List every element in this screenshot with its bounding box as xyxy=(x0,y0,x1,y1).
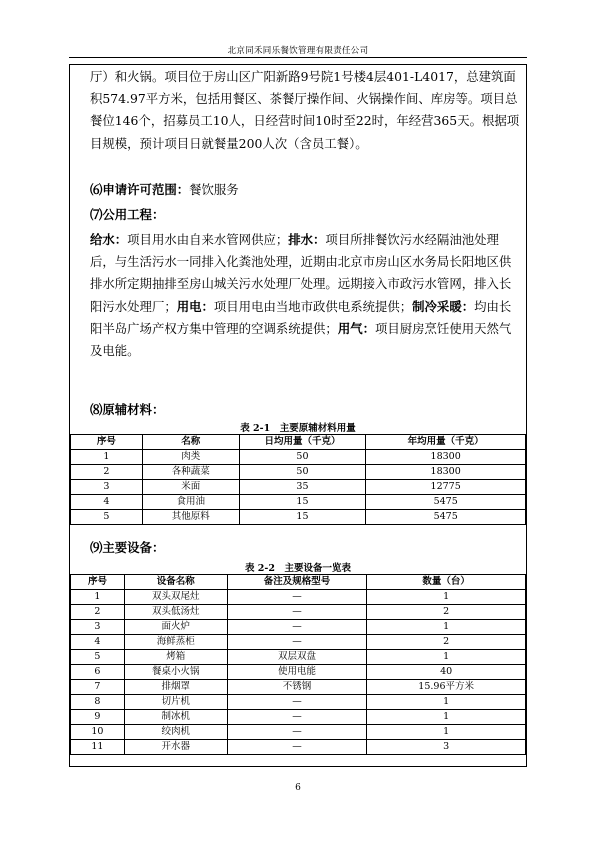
table-cell: — xyxy=(227,605,367,620)
water-supply-text: 项目用水由自来水管网供应； xyxy=(127,232,289,247)
table-cell: 双头双尾灶 xyxy=(124,590,227,605)
table-cell: 4 xyxy=(71,635,125,650)
page-number: 6 xyxy=(295,783,301,793)
table-cell: — xyxy=(227,635,367,650)
power-label: 用电： xyxy=(176,298,214,314)
gas-text: 项目厨房烹饪使用天然气及电能。 xyxy=(90,320,512,359)
table-cell: 面火炉 xyxy=(124,620,227,635)
drainage-label: 排水： xyxy=(288,232,326,247)
hvac-text: 均由长阳半岛广场产权方集中管理的空调系统提供； xyxy=(90,298,512,336)
table-cell: 5475 xyxy=(366,510,526,525)
equipment-header-cell: 备注及规格型号 xyxy=(227,575,367,590)
table-cell: 米面 xyxy=(142,480,239,495)
table-cell: 切片机 xyxy=(124,695,227,710)
table-cell: 各种蔬菜 xyxy=(142,465,239,480)
table-cell: 3 xyxy=(367,740,526,755)
table-row xyxy=(71,710,526,725)
table-cell: 双层双盘 xyxy=(227,650,367,665)
materials-heading: ⑻原辅材料： xyxy=(90,402,165,417)
table-cell: 双头低汤灶 xyxy=(124,605,227,620)
table-cell: 7 xyxy=(71,680,125,695)
water-supply-label: 给水： xyxy=(90,232,128,247)
table-cell: 1 xyxy=(367,710,526,725)
table-cell: 5 xyxy=(71,510,143,525)
table-cell: 8 xyxy=(71,695,125,710)
table-cell: 1 xyxy=(367,590,526,605)
materials-header-cell: 日均用量（千克） xyxy=(239,435,366,450)
header-rule xyxy=(69,57,527,58)
table-cell: 2 xyxy=(71,605,125,620)
table-cell: 1 xyxy=(367,650,526,665)
equipment-table-header xyxy=(71,575,526,590)
license-scope xyxy=(90,181,239,199)
table-cell: — xyxy=(227,590,367,605)
table-cell: 15.96平方米 xyxy=(367,680,526,695)
table-cell: 6 xyxy=(71,665,125,680)
table-cell: 1 xyxy=(367,620,526,635)
table-row xyxy=(71,510,526,525)
table-cell: 烤箱 xyxy=(124,650,227,665)
table-row xyxy=(71,740,526,755)
equipment-header-cell: 数量（台） xyxy=(367,575,526,590)
table-cell: 4 xyxy=(71,495,143,510)
table-row xyxy=(71,665,526,680)
table-cell: 5475 xyxy=(366,495,526,510)
table-cell: — xyxy=(227,710,367,725)
table-cell: 1 xyxy=(71,450,143,465)
table-cell: 1 xyxy=(367,695,526,710)
table-row xyxy=(71,480,526,495)
table-cell: 绞肉机 xyxy=(124,725,227,740)
table-cell: 35 xyxy=(239,480,366,495)
hvac-label: 制冷采暖： xyxy=(412,298,475,314)
table-cell: 2 xyxy=(367,635,526,650)
table-cell: 3 xyxy=(71,620,125,635)
table-cell: 其他原料 xyxy=(142,510,239,525)
table-cell: — xyxy=(227,740,367,755)
table-cell: 肉类 xyxy=(142,450,239,465)
table-cell: 食用油 xyxy=(142,495,239,510)
table-cell: 50 xyxy=(239,450,366,465)
utilities-heading: ⑺公用工程： xyxy=(90,207,165,222)
gas-label: 用气： xyxy=(337,320,375,336)
equipment-heading: ⑼主要设备： xyxy=(90,540,165,555)
table-cell: 开水器 xyxy=(124,740,227,755)
equipment-table xyxy=(70,574,526,755)
intro-paragraph: 厅）和火锅。项目位于房山区广阳新路9号院1号楼4层401-L4017，总建筑面积574.97平方米，包括用餐区、茶餐厅操作间、火锅操作间、库房等。项目总餐位146个，招募员工10人，日经营时间10时至22时，年经营365天。根据项目规模，预计项目日就餐量200人次（含员工餐）。 xyxy=(90,69,520,151)
table-row xyxy=(71,605,526,620)
table-cell: 3 xyxy=(71,480,143,495)
license-value: 餐饮服务 xyxy=(189,182,239,197)
table-cell: 餐桌小火锅 xyxy=(124,665,227,680)
table-row xyxy=(71,590,526,605)
table-cell: 10 xyxy=(71,725,125,740)
table-cell: 18300 xyxy=(366,465,526,480)
equipment-header-cell: 序号 xyxy=(71,575,125,590)
power-text: 项目用电由当地市政供电系统提供； xyxy=(213,298,413,314)
table-row xyxy=(71,635,526,650)
materials-header-cell: 年均用量（千克） xyxy=(366,435,526,450)
materials-table-header xyxy=(71,435,526,450)
table-cell: 18300 xyxy=(366,450,526,465)
table-row xyxy=(71,680,526,695)
table-cell: 50 xyxy=(239,465,366,480)
table-row xyxy=(71,620,526,635)
table-row xyxy=(71,495,526,510)
page-header: 北京同禾同乐餐饮管理有限责任公司 xyxy=(227,46,369,56)
table-cell: 2 xyxy=(367,605,526,620)
license-label: ⑹申请许可范围： xyxy=(90,182,190,197)
table-cell: — xyxy=(227,695,367,710)
table-cell: 使用电能 xyxy=(227,665,367,680)
table-cell: 40 xyxy=(367,665,526,680)
materials-table xyxy=(70,434,526,525)
table-cell: 11 xyxy=(71,740,125,755)
materials-header-cell: 名称 xyxy=(142,435,239,450)
table-cell: 5 xyxy=(71,650,125,665)
equipment-header-cell: 设备名称 xyxy=(124,575,227,590)
table-row xyxy=(71,465,526,480)
table-row xyxy=(71,450,526,465)
materials-header-cell: 序号 xyxy=(71,435,143,450)
table-cell: 不锈钢 xyxy=(227,680,367,695)
table-cell: 排烟罩 xyxy=(124,680,227,695)
table-row xyxy=(71,695,526,710)
table-cell: 1 xyxy=(71,590,125,605)
table-row xyxy=(71,650,526,665)
table-cell: 15 xyxy=(239,510,366,525)
table-cell: — xyxy=(227,725,367,740)
table-cell: 12775 xyxy=(366,480,526,495)
utilities-paragraph xyxy=(90,229,520,362)
table-cell: 1 xyxy=(367,725,526,740)
table-row xyxy=(71,725,526,740)
table-cell: 制冰机 xyxy=(124,710,227,725)
drainage-text: 项目所排餐饮污水经隔油池处理后，与生活污水一同排入化粪池处理，近期由北京市房山区水务局长阳地区供排水所定期抽排至房山城关污水处理厂处理。远期接入市政污水管网，排入长阳污水处理厂； xyxy=(90,232,512,314)
materials-table-caption: 表 2-1 主要原辅材料用量 xyxy=(240,423,356,434)
table-cell: — xyxy=(227,620,367,635)
table-cell: 海鲜蒸柜 xyxy=(124,635,227,650)
equipment-table-caption: 表 2-2 主要设备一览表 xyxy=(245,563,351,574)
table-cell: 15 xyxy=(239,495,366,510)
table-cell: 2 xyxy=(71,465,143,480)
table-cell: 9 xyxy=(71,710,125,725)
